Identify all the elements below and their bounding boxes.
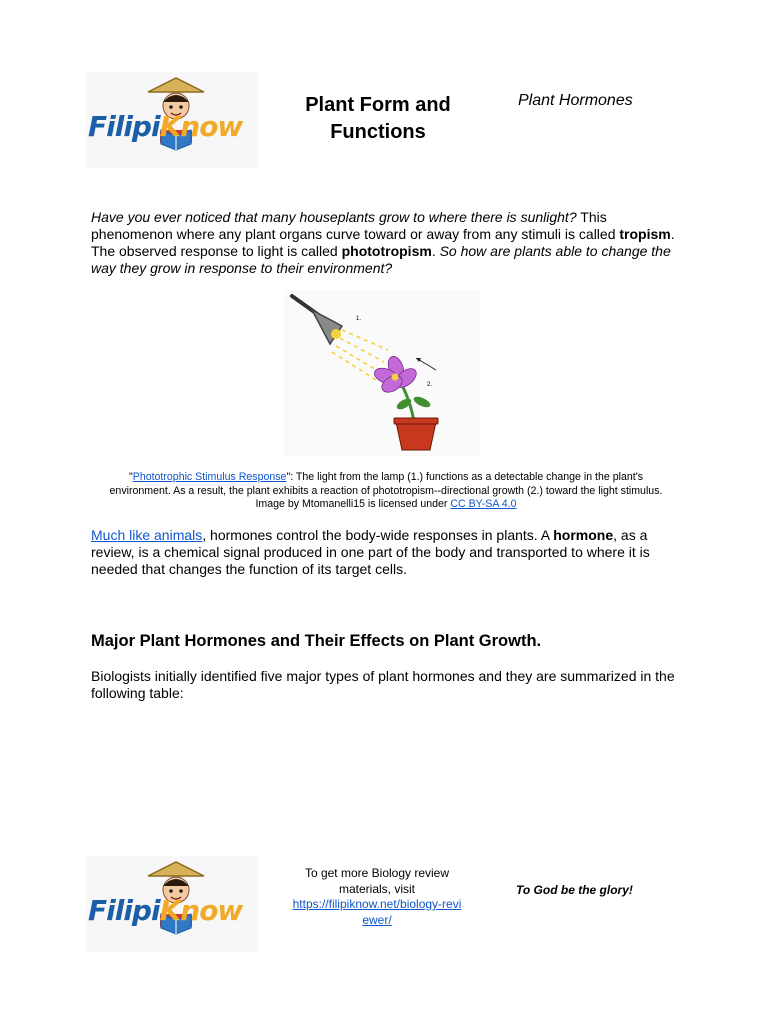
hormone-text-2: , as a review, is a chemical signal produced in one part of the body and transported to where it is needed that changes the function of its target cells. (91, 527, 650, 577)
table-intro-paragraph: Biologists initially identified five major types of plant hormones and they are summarized in the following table: (91, 668, 675, 701)
plant-leaf (412, 395, 432, 410)
intro-text-3: . (431, 243, 440, 259)
intro-question: Have you ever noticed that many houseplants grow to where there is sunlight? (91, 209, 577, 225)
intro-text-2: . The observed response to light is called (91, 226, 675, 259)
logo-text-blue: Filipi (88, 110, 160, 143)
much-like-animals-link[interactable]: Much like animals (91, 527, 203, 543)
term-hormone: hormone (553, 527, 614, 543)
footer-cta-line-2: materials, visit (338, 881, 415, 896)
logo-text-orange: Know (159, 894, 243, 927)
phototropism-figure (284, 290, 480, 456)
intro-paragraph (91, 209, 679, 277)
license-link[interactable]: CC BY-SA 4.0 (450, 498, 517, 510)
lamp-and-plant-illustration (284, 290, 480, 456)
footer-cta-line-1: To get more Biology review (304, 866, 450, 880)
section-heading: Major Plant Hormones and Their Effects on Plant Growth. (91, 632, 542, 650)
title-line-2: Functions (330, 121, 426, 143)
hormone-text-1: , hormones control the body-wide responses in plants. A (202, 527, 554, 543)
filipiknow-logo (86, 72, 258, 168)
flower-pot-rim (394, 418, 438, 424)
url-line-1: https://filipiknow.net/biology-revi (292, 897, 462, 911)
logo-wordmark (88, 110, 242, 143)
document-title (278, 92, 478, 146)
hormone-paragraph (91, 527, 679, 578)
lamp-head (312, 310, 342, 344)
footer-call-to-action (286, 866, 468, 928)
footer-glory-text: To God be the glory! (516, 883, 633, 897)
caption-open-quote: " (128, 471, 133, 483)
logo-text-blue: Filipi (88, 894, 160, 927)
logo-wordmark (88, 894, 242, 927)
figure-caption (108, 471, 664, 512)
url-line-2: ewer/ (362, 912, 392, 927)
figure-label-growth: 2. (427, 382, 433, 388)
flower-center (392, 374, 399, 381)
title-line-1: Plant Form and (305, 94, 451, 116)
document-subject: Plant Hormones (518, 92, 633, 109)
term-phototropism: phototropism (341, 243, 432, 259)
biology-reviewer-link[interactable] (293, 897, 462, 927)
lamp-bulb (331, 329, 341, 339)
flower-pot (396, 422, 436, 450)
figure-label-lamp: 1. (356, 316, 362, 322)
logo-text-orange: Know (159, 110, 243, 143)
caption-text: ": The light from the lamp (1.) functions as a detectable change in the plant's environment. As a result, the plant exhibits a reaction of phototropism--directional growth (2.) toward the light stimulus. Image by Mtomanelli15 is licensed under (109, 471, 663, 510)
caption-source-link[interactable]: Phototrophic Stimulus Response (132, 471, 287, 483)
term-tropism: tropism (619, 226, 671, 242)
filipiknow-logo-footer (86, 856, 258, 952)
intro-question-2: So how are plants able to change the way they grow in response to their environment? (91, 243, 671, 276)
intro-text-1: This phenomenon where any plant organs curve toward or away from any stimuli is called (91, 209, 620, 242)
